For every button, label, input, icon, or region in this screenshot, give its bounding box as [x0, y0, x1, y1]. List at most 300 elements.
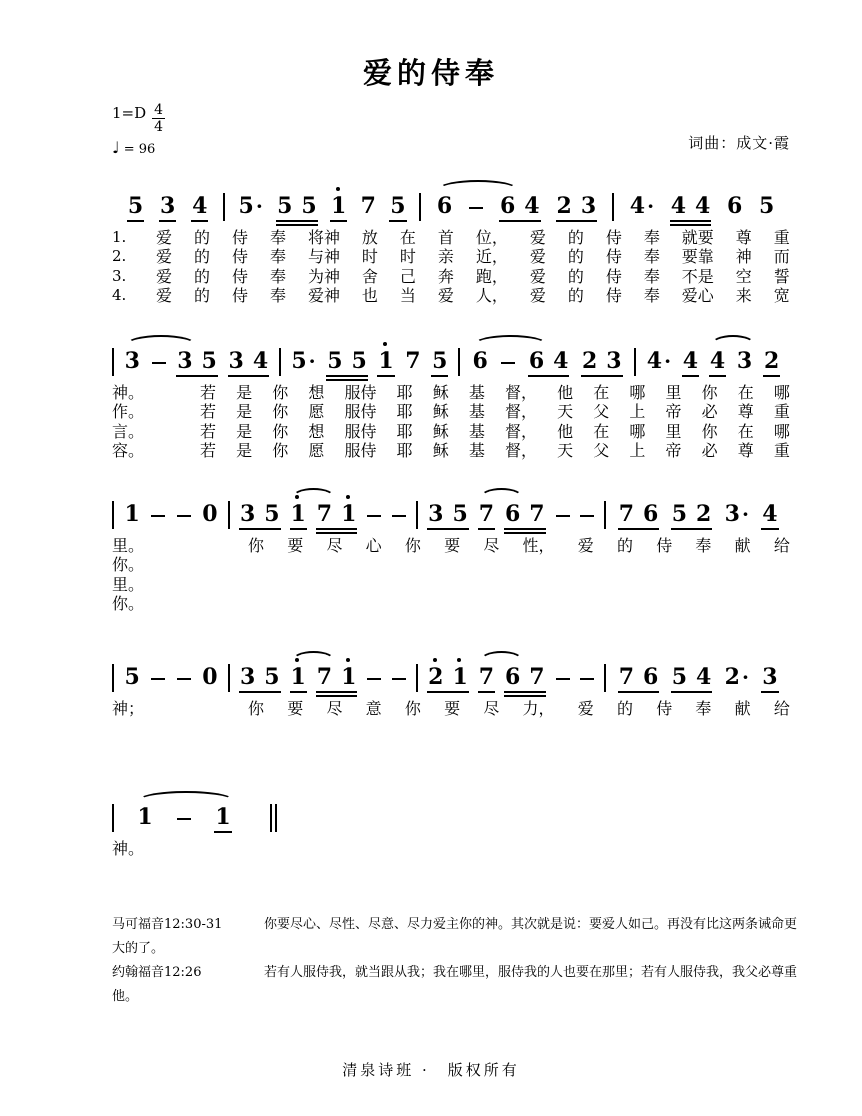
lyric-syllable: 你	[272, 382, 289, 402]
lyric-syllable: 耶	[396, 402, 413, 422]
composer-credit: 词曲：成文·霞	[688, 133, 790, 152]
note: 3	[124, 347, 140, 374]
lyric-syllable: 重	[773, 402, 790, 422]
note-group	[478, 663, 495, 693]
note-group	[404, 347, 421, 377]
lyric-lead: 里。	[112, 535, 145, 555]
note: 5	[127, 192, 144, 219]
note: 2	[581, 347, 598, 374]
note-group	[724, 500, 750, 530]
lyric-syllable: 你	[272, 402, 289, 422]
lyric-syllable: 是	[236, 441, 253, 461]
note-group	[290, 663, 307, 693]
lyric-syllable: 的	[616, 535, 633, 555]
measure	[614, 192, 790, 222]
note-group	[555, 678, 571, 693]
note-group	[431, 347, 448, 377]
note: 6	[643, 663, 659, 690]
lyric-syllable: 尽	[483, 535, 500, 555]
lyric-syllable: 舍	[361, 266, 378, 286]
note-row	[112, 664, 790, 693]
note-group	[366, 678, 382, 693]
lyric-row	[112, 441, 790, 461]
slur-arc	[126, 335, 196, 354]
note: 1	[124, 500, 140, 527]
lyric-syllable: 里	[665, 382, 682, 402]
note: 3	[606, 347, 622, 374]
note-group	[556, 192, 598, 222]
slur-arc	[480, 488, 524, 507]
lyric-lead: 言。	[112, 421, 145, 441]
note: 2	[696, 500, 712, 527]
lyric-syllable: 亲	[437, 247, 454, 267]
lyric-syllable: 意	[365, 698, 382, 718]
note-group	[736, 347, 753, 377]
note-group	[360, 192, 377, 222]
system-1	[112, 173, 790, 222]
measure	[606, 500, 790, 530]
note-group	[377, 347, 394, 377]
note-group	[670, 192, 712, 222]
note: 2	[763, 347, 780, 374]
note-row	[112, 804, 790, 833]
lyric-syllable: 性，	[522, 535, 555, 555]
lyric-syllable: 想	[308, 421, 325, 441]
measure	[281, 347, 458, 377]
slur-arc	[438, 180, 518, 199]
note-group	[618, 663, 660, 693]
note: 4	[762, 500, 778, 527]
note-group	[468, 207, 484, 222]
lyric-syllable: 他	[557, 421, 574, 441]
note: 5	[327, 347, 343, 374]
notation-line-3	[112, 481, 790, 530]
note-group	[239, 500, 281, 530]
lyric-syllable: 跑，	[475, 266, 508, 286]
lyric-syllable: 重	[773, 227, 790, 247]
lyric-lead: 容。	[112, 441, 145, 461]
lyric-syllable: 在	[593, 421, 610, 441]
lyric-line	[248, 536, 790, 556]
note: 4	[696, 663, 712, 690]
note: 4 ·	[646, 347, 672, 374]
lyric-lead: 神。	[112, 382, 145, 402]
lyric-syllable: 誓	[773, 266, 790, 286]
lyric-syllable: 督，	[505, 421, 538, 441]
lyric-syllable: 宽	[773, 286, 790, 306]
lyric-syllable: 要	[287, 535, 304, 555]
note: 5	[671, 663, 688, 690]
lyric-row	[112, 286, 790, 306]
note: 1	[341, 663, 357, 690]
notation-line-5	[112, 784, 790, 833]
lyric-syllable: 要	[444, 535, 461, 555]
lyric-syllable: 哪	[629, 421, 646, 441]
dash-note	[177, 515, 191, 517]
note: 6	[504, 500, 521, 527]
augmentation-dot: ·	[308, 348, 316, 373]
key-signature	[112, 101, 790, 135]
lyric-syllable: 的	[567, 266, 584, 286]
note: 1	[331, 192, 347, 219]
note: 6	[528, 347, 545, 374]
note-group	[427, 500, 469, 530]
note: 4	[682, 347, 699, 374]
lyric-syllable: 位，	[475, 227, 508, 247]
lyric-syllable: 尊	[735, 227, 752, 247]
lyric-syllable: 来	[735, 286, 752, 306]
measure	[112, 192, 223, 222]
lyrics-block-1	[112, 228, 790, 306]
lyric-syllable: 爱	[529, 247, 546, 267]
lyric-syllable: 哪	[629, 382, 646, 402]
note-group	[151, 362, 167, 377]
lyric-syllable: 爱	[437, 286, 454, 306]
lyric-syllable: 稣	[432, 421, 449, 441]
lyric-syllable: 放	[361, 227, 378, 247]
note-group	[123, 663, 140, 693]
scripture-reference: 约翰福音12:26	[112, 964, 202, 980]
lyric-syllable: 若	[200, 402, 217, 422]
lyric-syllable: 奉	[643, 286, 660, 306]
lyric-syllable: 将神	[307, 227, 340, 247]
lyric-lead: 作。	[112, 402, 145, 422]
slur-arc	[292, 488, 336, 507]
dash-note	[367, 678, 381, 680]
lyric-row	[112, 594, 790, 614]
dash-note	[151, 678, 165, 680]
dash-note	[152, 362, 166, 364]
note-group	[389, 192, 406, 222]
note: 3	[736, 347, 753, 374]
header-meta	[112, 101, 790, 157]
lyric-syllable: 愿	[308, 441, 325, 461]
lyrics-block-4	[112, 699, 790, 719]
dash-note	[151, 515, 165, 517]
scripture-line	[112, 913, 806, 961]
note-group	[671, 663, 713, 693]
note: 7	[529, 663, 545, 690]
lyric-syllable: 人，	[475, 286, 508, 306]
lyric-lead: 神。	[112, 839, 145, 859]
lyric-syllable: 奉	[643, 227, 660, 247]
note: 6	[436, 192, 453, 219]
lyric-syllable: 的	[193, 286, 210, 306]
page-title: 爱的侍奉	[362, 56, 499, 90]
note: 5	[390, 192, 406, 219]
lyric-syllable: 奉	[269, 247, 286, 267]
note-row	[112, 501, 790, 530]
note-group	[176, 515, 192, 530]
lyric-syllable: 你	[701, 382, 718, 402]
note-group	[201, 663, 218, 693]
note-group	[427, 663, 469, 693]
lyric-syllable: 的	[567, 247, 584, 267]
note: 5	[124, 663, 140, 690]
lyric-line	[200, 441, 790, 461]
lyric-row	[112, 247, 790, 267]
lyric-syllable: 基	[468, 402, 485, 422]
lyrics-block-2	[112, 383, 790, 461]
lyric-syllable: 天	[557, 441, 574, 461]
dash-note	[392, 678, 406, 680]
lyric-syllable: 尽	[326, 535, 343, 555]
scripture-reference: 马可福音12:30-31	[112, 916, 223, 932]
lyric-syllable: 不是	[681, 266, 714, 286]
verse-number: 4.	[112, 286, 127, 305]
note-group	[124, 347, 141, 377]
note-group	[239, 663, 281, 693]
slur-arc	[480, 651, 524, 670]
lyric-syllable: 督，	[505, 441, 538, 461]
time-numerator: 4	[154, 101, 164, 118]
measure	[230, 500, 416, 530]
note: 7	[316, 500, 333, 527]
lyric-syllable: 尊	[737, 441, 754, 461]
lyric-row	[112, 555, 790, 575]
note-group	[176, 818, 192, 833]
lyric-row	[112, 422, 790, 442]
note-group	[276, 192, 318, 222]
system-4	[112, 644, 790, 693]
rest-note: 0	[202, 663, 218, 690]
dash-note	[177, 678, 191, 680]
copyright-line: 清泉诗班 · 版权所有	[342, 1060, 520, 1079]
lyric-syllable: 侍	[605, 286, 622, 306]
note: 3	[228, 347, 244, 374]
lyric-syllable: 首	[437, 227, 454, 247]
note-group	[763, 347, 780, 377]
lyric-syllable: 父	[593, 402, 610, 422]
note-group	[176, 678, 192, 693]
lyric-syllable: 你	[404, 535, 421, 555]
note-group	[500, 362, 516, 377]
lyric-line	[156, 247, 790, 267]
note: 6	[499, 192, 516, 219]
lyric-syllable: 侍	[231, 227, 248, 247]
note: 4	[252, 347, 269, 374]
lyric-syllable: 父	[593, 441, 610, 461]
note-group	[671, 500, 713, 530]
lyric-syllable: 愿	[308, 402, 325, 422]
lyric-syllable: 你	[404, 698, 421, 718]
lyric-row	[112, 267, 790, 287]
lyric-line	[156, 267, 790, 287]
note-group	[758, 192, 775, 222]
note-group	[709, 347, 726, 377]
measure	[230, 663, 416, 693]
notation-line-4	[112, 644, 790, 693]
lyric-line	[156, 228, 790, 248]
time-denominator: 4	[154, 118, 164, 135]
note-group	[499, 192, 541, 222]
note-group	[214, 806, 231, 833]
note-group	[290, 500, 307, 530]
lyric-syllable: 上	[629, 441, 646, 461]
note: 4	[709, 347, 726, 374]
note-group	[228, 347, 270, 377]
note: 3 ·	[724, 500, 749, 527]
lyric-syllable: 的	[193, 247, 210, 267]
lyric-syllable: 爱	[156, 247, 173, 267]
note-group	[761, 500, 778, 530]
lyric-syllable: 要	[444, 698, 461, 718]
note-group	[150, 515, 166, 530]
note: 6	[727, 192, 743, 219]
lyric-syllable: 是	[236, 382, 253, 402]
lyric-line	[248, 699, 790, 719]
note-group	[290, 347, 316, 377]
measure	[418, 500, 604, 530]
slur-arc	[292, 651, 336, 670]
note: 2	[556, 192, 572, 219]
note: 6	[472, 347, 488, 374]
lyric-syllable: 上	[629, 402, 646, 422]
lyric-syllable: 尊	[737, 402, 754, 422]
dash-note	[580, 678, 594, 680]
lyric-syllable: 里	[665, 421, 682, 441]
lyric-syllable: 是	[236, 402, 253, 422]
lyric-syllable: 帝	[665, 402, 682, 422]
note-group	[504, 500, 546, 530]
measure	[460, 347, 634, 377]
note: 5	[264, 500, 280, 527]
lyric-row	[112, 699, 790, 719]
measure	[114, 806, 254, 833]
lyric-syllable: 重	[773, 441, 790, 461]
lyric-syllable: 服侍	[344, 441, 377, 461]
note-group	[238, 192, 264, 222]
lyrics-block-5	[112, 839, 790, 859]
note: 7	[478, 500, 495, 527]
note: 4	[670, 192, 687, 219]
lyric-line	[200, 422, 790, 442]
dash-note	[501, 362, 515, 364]
notation-line-2	[112, 328, 790, 377]
note-group	[159, 192, 176, 222]
lyric-syllable: 若	[200, 382, 217, 402]
lyric-syllable: 督，	[505, 402, 538, 422]
measure	[636, 347, 790, 377]
lyric-syllable: 在	[399, 227, 416, 247]
lyric-syllable: 爱	[529, 286, 546, 306]
lyric-syllable: 天	[557, 402, 574, 422]
lyric-syllable: 给	[773, 698, 790, 718]
augmentation-dot: ·	[664, 348, 672, 373]
lyric-syllable: 给	[773, 535, 790, 555]
note-group	[528, 347, 570, 377]
note: 3	[580, 192, 597, 219]
verse-number: 3.	[112, 266, 127, 285]
lyric-syllable: 哪	[773, 382, 790, 402]
lyric-syllable: 奉	[269, 266, 286, 286]
dash-note	[556, 678, 570, 680]
scripture-quotes	[112, 913, 806, 1009]
slur-arc	[711, 335, 755, 354]
tempo-value: = 96	[123, 141, 156, 157]
lyric-syllable: 若	[200, 441, 217, 461]
lyric-syllable: 奉	[695, 535, 712, 555]
note-group	[436, 192, 453, 222]
lyric-row	[112, 402, 790, 422]
note: 3	[428, 500, 444, 527]
lyric-syllable: 侍	[656, 535, 673, 555]
note-group	[618, 500, 660, 530]
lyric-syllable: 爱	[156, 286, 173, 306]
note: 3	[239, 663, 256, 690]
note: 1	[452, 663, 468, 690]
verse-number: 1.	[112, 227, 127, 246]
lyric-syllable: 爱神	[307, 286, 340, 306]
note: 3	[159, 192, 176, 219]
lyric-syllable: 侍	[656, 698, 673, 718]
lyric-syllable: 而	[773, 247, 790, 267]
measure	[225, 192, 419, 222]
lyric-syllable: 心	[365, 535, 382, 555]
augmentation-dot: ·	[741, 664, 749, 689]
lyric-syllable: 耶	[396, 382, 413, 402]
time-signature	[152, 102, 165, 135]
scripture-text: 若有人服侍我，就当跟从我；我在哪里，服侍我的人也要在那里；若有人服侍我，我父必尊重他。	[112, 964, 798, 1004]
note: 5 ·	[291, 347, 316, 374]
lyric-syllable: 若	[200, 421, 217, 441]
note: 1	[341, 500, 357, 527]
augmentation-dot: ·	[255, 193, 263, 218]
note: 5	[759, 192, 775, 219]
lyric-syllable: 爱	[577, 535, 594, 555]
note-group	[191, 192, 208, 222]
lyric-syllable: 力，	[522, 698, 555, 718]
note: 5 ·	[238, 192, 263, 219]
lyric-syllable: 耶	[396, 421, 413, 441]
note: 4	[695, 192, 711, 219]
lyric-syllable: 他	[557, 382, 574, 402]
system-5	[112, 784, 790, 833]
note: 5	[277, 192, 293, 219]
lyric-syllable: 的	[193, 227, 210, 247]
scripture-line	[112, 961, 806, 1009]
lyric-syllable: 侍	[605, 247, 622, 267]
measure	[114, 500, 228, 530]
lyric-syllable: 神	[735, 247, 752, 267]
sheet-music-page	[0, 56, 862, 1116]
lyric-syllable: 当	[399, 286, 416, 306]
lyric-syllable: 爱	[156, 227, 173, 247]
lyric-syllable: 己	[399, 266, 416, 286]
note: 5	[432, 347, 448, 374]
scripture-text: 你要尽心、尽性、尽意、尽力爱主你的神。其次就是说：要爱人如己。再没有比这两条诫命更大的了。	[112, 916, 798, 956]
lyric-syllable: 近，	[475, 247, 508, 267]
note-group	[761, 663, 778, 693]
dash-note	[469, 207, 483, 209]
lyric-syllable: 要	[287, 698, 304, 718]
lyric-syllable: 的	[567, 227, 584, 247]
note: 1	[290, 500, 306, 527]
lyric-syllable: 你	[248, 698, 265, 718]
lyric-lead: 神；	[112, 698, 145, 718]
augmentation-dot: ·	[741, 501, 749, 526]
lyric-syllable: 奉	[269, 227, 286, 247]
note: 3	[239, 500, 256, 527]
note: 4	[553, 347, 569, 374]
dash-note	[556, 515, 570, 517]
lyric-syllable: 侍	[605, 266, 622, 286]
system-2	[112, 328, 790, 377]
final-barline	[270, 804, 277, 832]
lyric-line	[200, 383, 790, 403]
note-group	[136, 806, 153, 833]
note: 5	[201, 347, 217, 374]
